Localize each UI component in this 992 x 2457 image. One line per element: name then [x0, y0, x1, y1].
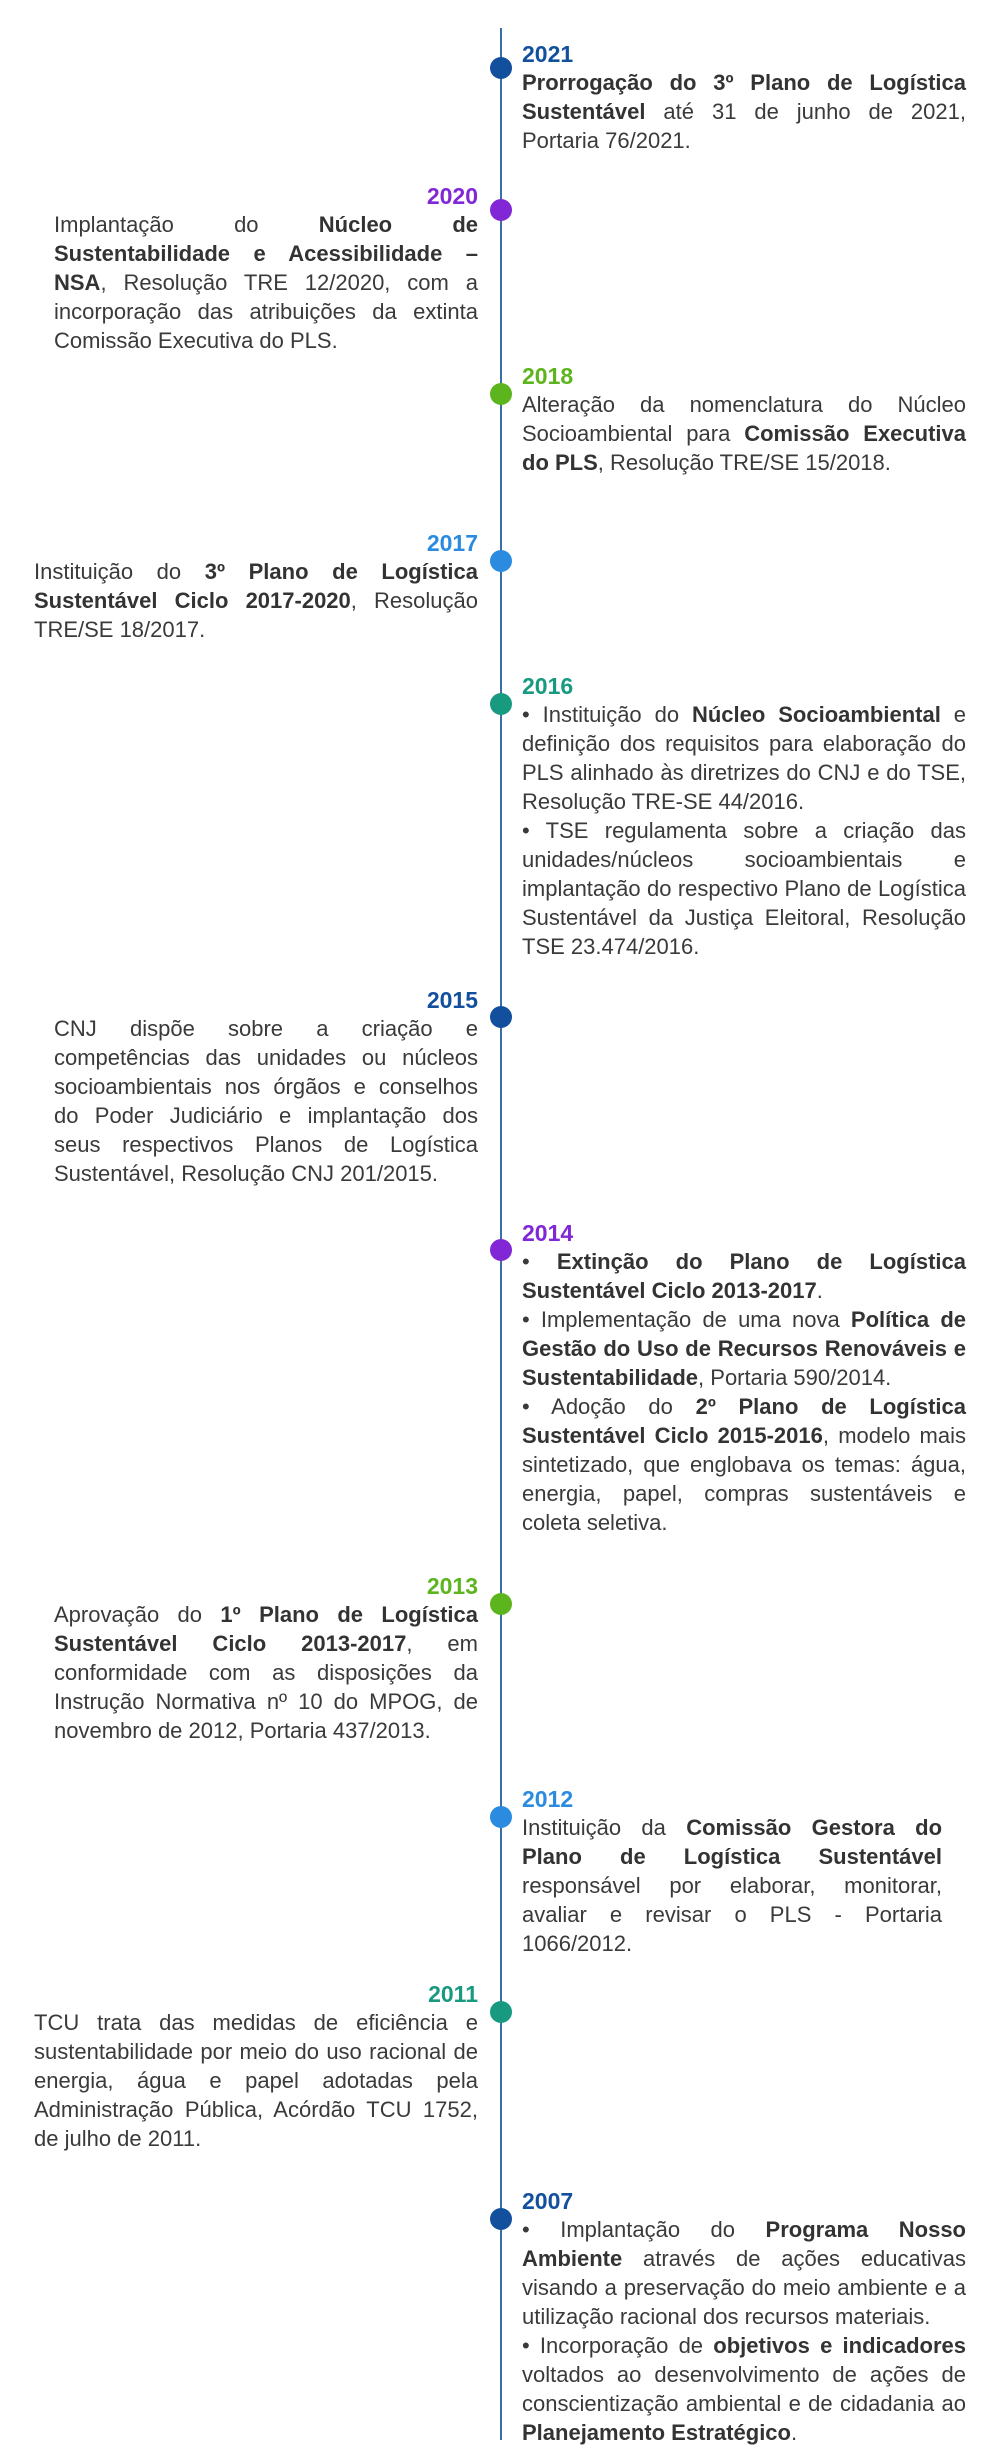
- timeline-year: 2013: [426, 1573, 478, 1599]
- timeline-description: [34, 557, 478, 644]
- timeline-dot-2017: [490, 550, 512, 572]
- timeline-dot-2015: [490, 1006, 512, 1028]
- bold-text: Comissão Executiva do PLS: [522, 421, 966, 475]
- timeline-entry-2018: [522, 362, 966, 477]
- text-segment: TCU trata das medidas de eficiência e sustentabilidade por meio do uso racional de energia, água e papel adotadas pela Administração Pública, Acórdão TCU 1752, de julho de 2011.: [34, 2010, 478, 2151]
- timeline-year: 2014: [522, 1220, 574, 1246]
- timeline-entry-2011: [34, 1980, 478, 2153]
- text-segment: Aprovação do: [54, 1602, 221, 1627]
- text-segment: responsável por elaborar, monitorar, avaliar e revisar o PLS - Portaria 1066/2012.: [522, 1873, 942, 1956]
- timeline-year: 2007: [522, 2188, 574, 2214]
- bold-text: 1º Plano de Logística Sustentável Ciclo 2013-2017: [54, 1602, 478, 1656]
- timeline-dot-2012: [490, 1806, 512, 1828]
- timeline-entry-2013: [54, 1572, 478, 1745]
- text-segment: até 31 de junho de 2021, Portaria 76/2021.: [522, 99, 966, 153]
- description-paragraph: [522, 700, 966, 816]
- text-segment: Instituição da: [522, 1815, 687, 1840]
- bold-text: Programa Nosso Ambiente: [522, 2217, 966, 2271]
- timeline-dot-2020: [490, 199, 512, 221]
- timeline-year: 2016: [522, 673, 574, 699]
- timeline-year: 2012: [522, 1786, 574, 1812]
- timeline-entry-2014: [522, 1219, 966, 1537]
- bold-text: Comissão Gestora do Plano de Logística Sustentável: [522, 1815, 943, 1869]
- timeline-entry-2016: [522, 672, 966, 961]
- description-paragraph: [54, 1014, 478, 1188]
- text-segment: e definição dos requisitos para elaboração do PLS alinhado às diretrizes do CNJ e do TSE, Resolução TRE-SE 44/2016.: [522, 702, 966, 814]
- timeline-entry-2017: [34, 529, 478, 644]
- text-segment: • Incorporação de: [522, 2333, 714, 2358]
- timeline-year: 2021: [522, 41, 574, 67]
- timeline-description: [54, 1600, 478, 1745]
- bold-text: Núcleo de Sustentabilidade e Acessibilidade – NSA: [54, 212, 479, 295]
- timeline-entry-2012: [522, 1785, 942, 1958]
- timeline-year: 2018: [522, 363, 574, 389]
- timeline-description: [54, 210, 478, 355]
- timeline-description: [522, 1813, 942, 1958]
- text-segment: • Implantação do: [522, 2217, 766, 2242]
- bold-text: Planejamento Estratégico: [522, 2420, 791, 2445]
- timeline-entry-2021: [522, 40, 966, 155]
- timeline-description: [522, 390, 966, 477]
- timeline-entry-2015: [54, 986, 478, 1188]
- description-paragraph: [522, 68, 966, 155]
- description-paragraph: [522, 2331, 966, 2447]
- bold-text: 3º Plano de Logística Sustentável Ciclo 2017-2020: [34, 559, 478, 613]
- description-paragraph: [522, 1247, 966, 1305]
- timeline-dot-2014: [490, 1239, 512, 1261]
- text-segment: através de ações educativas visando a preservação do meio ambiente e a utilização racional dos recursos materiais.: [522, 2246, 966, 2329]
- description-paragraph: [54, 1600, 478, 1745]
- timeline-year: 2011: [428, 1981, 478, 2007]
- timeline-year: 2015: [426, 987, 478, 1013]
- bold-text: Prorrogação do 3º Plano de Logística Sustentável: [522, 70, 966, 124]
- timeline-description: [522, 2215, 966, 2447]
- description-paragraph: [34, 2008, 478, 2153]
- timeline-dot-2016: [490, 693, 512, 715]
- text-segment: • Instituição do: [522, 702, 692, 727]
- bold-text: Política de Gestão do Uso de Recursos Renováveis e Sustentabilidade: [522, 1307, 966, 1390]
- timeline-dot-2013: [490, 1593, 512, 1615]
- timeline-dot-2007: [490, 2208, 512, 2230]
- description-paragraph: [522, 1305, 966, 1392]
- timeline-description: [522, 700, 966, 961]
- text-segment: Alteração da nomenclatura do Núcleo Socioambiental para: [522, 392, 966, 446]
- description-paragraph: [522, 390, 966, 477]
- text-segment: , modelo mais sintetizado, que englobava os temas: água, energia, papel, compras sustentáveis e coleta seletiva.: [522, 1423, 966, 1535]
- text-segment: , Resolução TRE 12/2020, com a incorporação das atribuições da extinta Comissão Executiva do PLS.: [54, 270, 478, 353]
- text-segment: .: [790, 2420, 798, 2445]
- text-segment: .: [816, 1278, 823, 1303]
- description-paragraph: [522, 816, 966, 961]
- bold-text: Extinção do Plano de Logística Sustentável Ciclo 2013-2017: [522, 1249, 966, 1303]
- text-segment: , Resolução TRE/SE 18/2017.: [34, 588, 478, 642]
- timeline-description: [522, 68, 966, 155]
- timeline-dot-2011: [490, 2001, 512, 2023]
- text-segment: • Adoção do: [522, 1394, 696, 1419]
- text-segment: , em conformidade com as disposições da Instrução Normativa nº 10 do MPOG, de novembro de 2012, Portaria 437/2013.: [54, 1631, 478, 1743]
- timeline-year: 2020: [426, 183, 478, 209]
- text-segment: , Resolução TRE/SE 15/2018.: [597, 450, 891, 475]
- text-segment: voltados ao desenvolvimento de ações de conscientização ambiental e de cidadania ao: [522, 2362, 966, 2416]
- bold-text: objetivos e indicadores: [713, 2333, 967, 2358]
- text-segment: Implantação do: [54, 212, 319, 237]
- timeline-description: [522, 1247, 966, 1537]
- bold-text: Núcleo Socioambiental: [691, 702, 941, 727]
- description-paragraph: [34, 557, 478, 644]
- timeline-description: [54, 1014, 478, 1188]
- timeline-dot-2021: [490, 57, 512, 79]
- text-segment: CNJ dispõe sobre a criação e competências das unidades ou núcleos socioambientais nos órgãos e conselhos do Poder Judiciário e implantação dos seus respectivos Planos de Logística Sustentável, Resolução CNJ 201/2015.: [54, 1016, 478, 1186]
- description-paragraph: [54, 210, 478, 355]
- text-segment: •: [522, 1249, 557, 1274]
- timeline-entry-2020: [54, 182, 478, 355]
- description-paragraph: [522, 1813, 942, 1958]
- timeline-description: [34, 2008, 478, 2153]
- text-segment: • Implementação de uma nova: [522, 1307, 851, 1332]
- description-paragraph: [522, 1392, 966, 1537]
- timeline-dot-2018: [490, 383, 512, 405]
- bold-text: 2º Plano de Logística Sustentável Ciclo 2015-2016: [522, 1394, 966, 1448]
- text-segment: , Portaria 590/2014.: [698, 1365, 892, 1390]
- timeline-year: 2017: [426, 530, 478, 556]
- timeline-entry-2007: [522, 2187, 966, 2447]
- description-paragraph: [522, 2215, 966, 2331]
- text-segment: Instituição do: [34, 559, 205, 584]
- text-segment: • TSE regulamenta sobre a criação das unidades/núcleos socioambientais e implantação do respectivo Plano de Logística Sustentável da Justiça Eleitoral, Resolução TSE 23.474/2016.: [522, 818, 966, 959]
